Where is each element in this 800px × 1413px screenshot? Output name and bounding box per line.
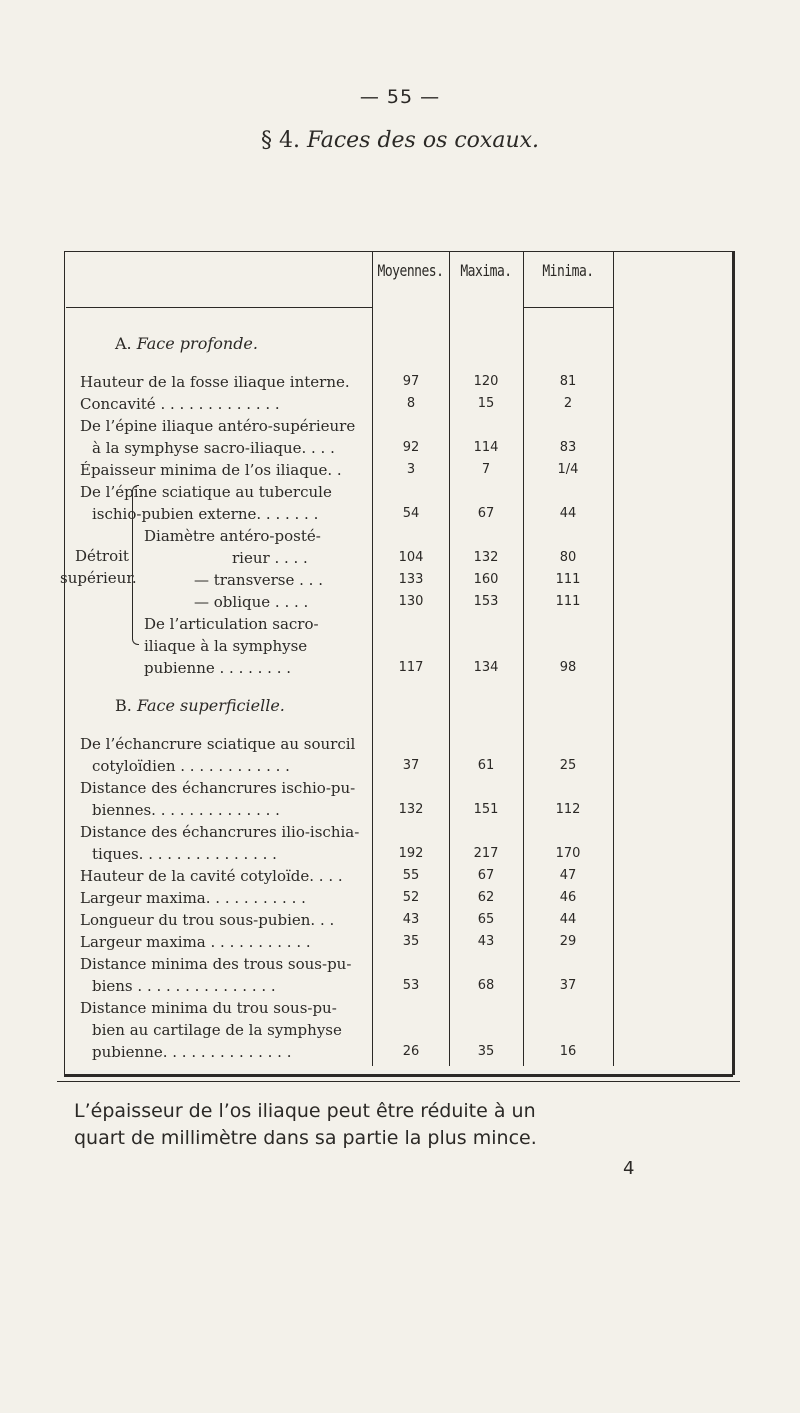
cell-maxima: 68 [477, 978, 495, 993]
section-mark: § 4. [260, 128, 300, 153]
row-label: Distance des échancrures ischio-pu- [80, 779, 356, 797]
section-title [0, 128, 800, 153]
section-a-letter: A. [115, 334, 132, 353]
brace [132, 485, 139, 645]
row-label: Distance minima des trous sous-pu- [80, 955, 352, 973]
cell-minima: 111 [555, 594, 581, 609]
cell-maxima: 151 [473, 802, 499, 817]
cell-maxima: 62 [477, 890, 495, 905]
row-label: De l’articulation sacro- [144, 615, 319, 633]
section-b-letter: B. [115, 696, 132, 715]
cell-moyenne: 43 [402, 912, 420, 927]
cell-moyenne: 52 [402, 890, 420, 905]
section-title-text: Faces des os coxaux. [306, 128, 540, 153]
cell-moyenne: 35 [402, 934, 420, 949]
cell-minima: 16 [559, 1044, 577, 1059]
cell-minima: 47 [559, 868, 577, 883]
row-label: Concavité . . . . . . . . . . . . . [80, 395, 280, 413]
cell-minima: 46 [559, 890, 577, 905]
row-label: biens . . . . . . . . . . . . . . . [92, 977, 276, 995]
cell-minima: 170 [555, 846, 581, 861]
cell-maxima: 7 [481, 462, 491, 477]
footer-paragraph [74, 1098, 774, 1152]
header-rule [66, 307, 372, 308]
page-number: — 55 — [359, 86, 441, 108]
cell-minima: 80 [559, 550, 577, 565]
cell-minima: 44 [559, 506, 577, 521]
section-a-title: Face profonde. [136, 334, 258, 353]
cell-maxima: 43 [477, 934, 495, 949]
row-label: De l’épine iliaque antéro-supérieure [80, 417, 356, 435]
row-label: Épaisseur minima de l’os iliaque. . [80, 461, 342, 479]
cell-moyenne: 97 [402, 374, 420, 389]
row-label: De l’échancrure sciatique au sourcil [80, 735, 356, 753]
cell-minima: 1/4 [557, 462, 579, 477]
cell-minima: 2 [563, 396, 573, 411]
cell-maxima: 160 [473, 572, 499, 587]
cell-moyenne: 192 [398, 846, 424, 861]
cell-minima: 44 [559, 912, 577, 927]
cell-moyenne: 130 [398, 594, 424, 609]
cell-maxima: 153 [473, 594, 499, 609]
cell-maxima: 15 [477, 396, 495, 411]
row-label: tiques. . . . . . . . . . . . . . . [92, 845, 277, 863]
column-header-moyennes: Moyennes. [377, 262, 444, 281]
cell-maxima: 114 [473, 440, 499, 455]
row-label: pubienne . . . . . . . . [144, 659, 292, 677]
detroit-label: supérieur. [60, 569, 137, 587]
cell-maxima: 67 [477, 506, 495, 521]
row-label: pubienne. . . . . . . . . . . . . . [92, 1043, 292, 1061]
section-a-heading [115, 333, 405, 355]
row-label: Hauteur de la fosse iliaque interne. [80, 373, 350, 391]
cell-minima: 112 [555, 802, 581, 817]
cell-moyenne: 3 [406, 462, 416, 477]
row-label: à la symphyse sacro-iliaque. . . . [92, 439, 335, 457]
cell-minima: 25 [559, 758, 577, 773]
row-label: Diamètre antéro-posté- [144, 527, 321, 545]
footer-line: L’épaisseur de l’os iliaque peut être réduite à un [74, 1100, 536, 1122]
cell-minima: 98 [559, 660, 577, 675]
cell-moyenne: 92 [402, 440, 420, 455]
cell-moyenne: 132 [398, 802, 424, 817]
row-label: Largeur maxima . . . . . . . . . . . [80, 933, 311, 951]
cell-maxima: 61 [477, 758, 495, 773]
cell-minima: 37 [559, 978, 577, 993]
row-label: Hauteur de la cavité cotyloïde. . . . [80, 867, 343, 885]
row-label: Distance des échancrures ilio-ischia- [80, 823, 360, 841]
cell-maxima: 132 [473, 550, 499, 565]
cell-moyenne: 8 [406, 396, 416, 411]
cell-moyenne: 54 [402, 506, 420, 521]
row-label: bien au cartilage de la symphyse [92, 1021, 342, 1039]
row-label: — oblique . . . . [194, 593, 309, 611]
detroit-label: Détroit [75, 547, 129, 565]
column-header-maxima: Maxima. [460, 262, 512, 281]
cell-moyenne: 55 [402, 868, 420, 883]
cell-maxima: 35 [477, 1044, 495, 1059]
column-header-minima: Minima. [542, 262, 594, 281]
row-label: cotyloïdien . . . . . . . . . . . . [92, 757, 290, 775]
row-label: biennes. . . . . . . . . . . . . . [92, 801, 280, 819]
cell-moyenne: 133 [398, 572, 424, 587]
row-label: rieur . . . . [232, 549, 308, 567]
cell-moyenne: 26 [402, 1044, 420, 1059]
cell-maxima: 65 [477, 912, 495, 927]
row-label: iliaque à la symphyse [144, 637, 308, 655]
cell-moyenne: 37 [402, 758, 420, 773]
footer-line: quart de millimètre dans sa partie la plus mince. [74, 1127, 537, 1149]
cell-maxima: 134 [473, 660, 499, 675]
section-b-heading [115, 695, 405, 717]
cell-minima: 81 [559, 374, 577, 389]
cell-maxima: 67 [477, 868, 495, 883]
row-label: Distance minima du trou sous-pu- [80, 999, 337, 1017]
cell-moyenne: 117 [398, 660, 424, 675]
cell-minima: 83 [559, 440, 577, 455]
cell-maxima: 120 [473, 374, 499, 389]
row-label: Largeur maxima. . . . . . . . . . . [80, 889, 306, 907]
row-label: Longueur du trou sous-pubien. . . [80, 911, 335, 929]
cell-moyenne: 104 [398, 550, 424, 565]
row-label: ischio-pubien externe. . . . . . . [92, 505, 319, 523]
cell-maxima: 217 [473, 846, 499, 861]
signature-number: 4 [623, 1158, 635, 1179]
cell-minima: 111 [555, 572, 581, 587]
cell-moyenne: 53 [402, 978, 420, 993]
header-rule [523, 307, 613, 308]
section-b-title: Face superficielle. [136, 696, 285, 715]
row-label: De l’épine sciatique au tubercule [80, 483, 332, 501]
row-label: — transverse . . . [194, 571, 323, 589]
cell-minima: 29 [559, 934, 577, 949]
